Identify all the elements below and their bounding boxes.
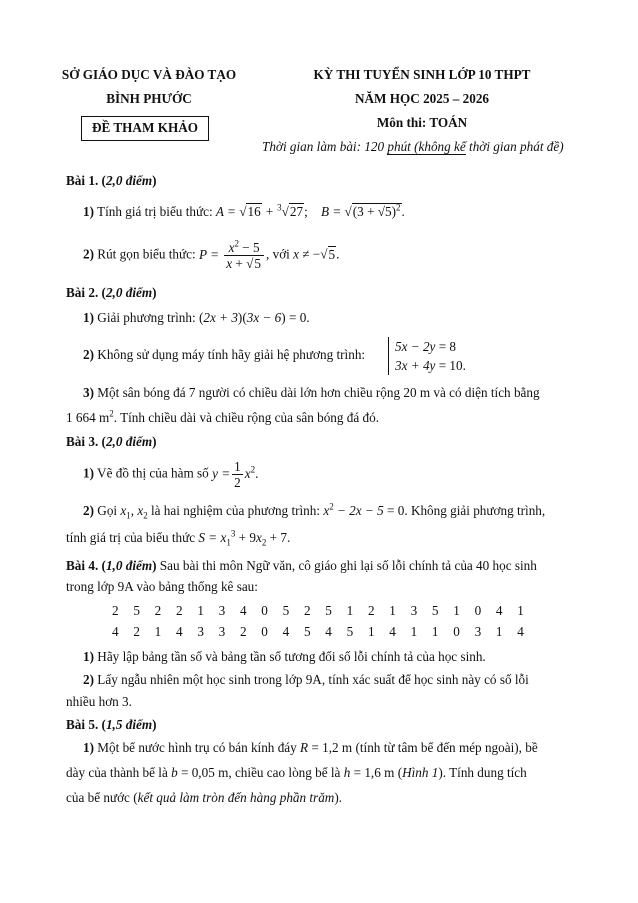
data-cell: 1 (517, 603, 524, 618)
data-cell: 4 (282, 624, 290, 639)
equation-system: 5x − 2y = 8 3x + 4y = 10. (388, 337, 466, 375)
subject-line: Môn thi: TOÁN (376, 115, 468, 130)
data-cell: 2 (175, 603, 183, 618)
data-cell: 1 (367, 624, 375, 639)
data-cell: 0 (261, 624, 268, 639)
data-cell: 1 (346, 603, 354, 618)
time-suffix: thời gian phát đề) (465, 139, 564, 154)
data-cell: 3 (474, 624, 482, 639)
data-cell: 2 (367, 603, 375, 618)
expr-s: $S = x_1^3 + 9x_2 + 7$. (198, 528, 291, 548)
data-cell: 4 (389, 624, 396, 639)
bai2-q3-line1: 3) Một sân bóng đá 7 người có chiều dài lớn hơn chiều rộng 20 m và có diện tích bằng (83, 385, 540, 400)
data-cell: 1 (197, 603, 204, 618)
data-cell: 1 (154, 624, 162, 639)
data-cell: 2 (303, 603, 311, 618)
data-cell: 0 (453, 624, 460, 639)
bai1-q1: 1) Tính giá trị biểu thức: A = √16 + $^3$√27; $B = √(3 + √5)^2$. (83, 202, 405, 219)
data-cell: 5 (133, 603, 140, 618)
bai5-q1-line1: 1) Một bể nước hình trụ có bán kính đáy R = 1,2 m (tính từ tâm bể đến mép ngoài), bề (83, 740, 538, 755)
bai3-q1: 1) Vẽ đồ thị của hàm số y = $\frac{1}{2}$ $x^2$. (83, 459, 259, 491)
data-cell: 3 (410, 603, 418, 618)
time-prefix: Thời gian làm bài: 120 (262, 139, 388, 154)
data-cell: 4 (239, 603, 247, 618)
condition-x: x ≠ −√5. (293, 246, 340, 262)
data-cell: 4 (517, 624, 524, 639)
function-expr: y = $\frac{1}{2}$ $x^2$. (212, 459, 259, 491)
time-underlined: phút (không kể (387, 139, 466, 154)
bai2-q2: 2) Không sử dụng máy tính hãy giải hệ phương trình: (83, 347, 366, 362)
bai4-q1: 1) Hãy lập bảng tần số và bảng tần số tương đối số lỗi chính tả của học sinh. (83, 649, 486, 664)
data-cell: 5 (325, 603, 332, 618)
data-cell: 2 (239, 624, 247, 639)
bai4-intro-line1: Bài 4. (1,0 điểm) Sau bài thi môn Ngữ văn, cô giáo ghi lại số lỗi chính tả của 40 học sinh (66, 558, 537, 573)
data-cell: 5 (282, 603, 290, 618)
data-cell: 0 (261, 603, 268, 618)
data-cell: 4 (175, 624, 183, 639)
data-row-1 (112, 603, 524, 619)
bai3-title: Bài 3. (2,0 điểm) (66, 434, 157, 449)
data-cell: 5 (303, 624, 311, 639)
data-cell: 5 (346, 624, 354, 639)
bai4-intro-line2: trong lớp 9A vào bảng thống kê sau: (66, 579, 258, 594)
province-name: BÌNH PHƯỚC (106, 91, 192, 106)
radius-expr: R = 1,2 m (300, 740, 353, 755)
bai5-title: Bài 5. (1,5 điểm) (66, 717, 157, 732)
data-cell: 0 (474, 603, 482, 618)
expr-a: A = √16 + $^3$√27; $B = √(3 + √5)^2$. (215, 202, 405, 219)
data-cell: 2 (133, 624, 140, 639)
data-cell: 3 (218, 624, 226, 639)
data-cell: 4 (495, 603, 503, 618)
data-row-2 (112, 624, 524, 640)
data-cell: 4 (325, 624, 332, 639)
exam-type-box: ĐỀ THAM KHẢO (81, 116, 209, 141)
bai2-q1: 1) Giải phương trình: (2x + 3)(3x − 6) = 0. (83, 310, 310, 325)
bai1-title: Bài 1. (2,0 điểm) (66, 173, 157, 188)
bai4-q2-line2: nhiều hơn 3. (66, 694, 132, 709)
data-cell: 1 (495, 624, 503, 639)
equation-1: (2x + 3)(3x − 6) = 0. (198, 310, 310, 325)
data-cell: 1 (410, 624, 418, 639)
exam-title: KỲ THI TUYỂN SINH LỚP 10 THPT (313, 67, 531, 82)
school-year: NĂM HỌC 2025 – 2026 (354, 91, 490, 106)
bai2-title: Bài 2. (2,0 điểm) (66, 285, 157, 300)
bai3-q2-line1: 2) Gọi $x_1$, $x_2$ là hai nghiệm của phương trình: $x^2 - 2x - 5 = 0$. Không giải phương trình, (83, 501, 546, 521)
data-cell: 4 (112, 624, 119, 639)
expr-p: P = $\frac{x^2 - 5}{x + √5}$ (199, 247, 266, 262)
bai2-q3-line2: 1 664 $m^2$. Tính chiều dài và chiều rộng của sân bóng đá đó. (66, 408, 379, 425)
height-expr: h = 1,6 m (343, 765, 395, 780)
bai5-q1-line2: dày của thành bể là b = 0,05 m, chiều cao lòng bể là h = 1,6 m (Hình 1). Tính dung tích (66, 765, 527, 780)
department-name: SỞ GIÁO DỤC VÀ ĐÀO TẠO (61, 67, 237, 82)
time-line (262, 139, 564, 155)
data-cell: 2 (112, 603, 119, 618)
bai5-q1-line3: của bể nước (kết quả làm tròn đến hàng phần trăm). (66, 790, 343, 805)
data-cell: 2 (154, 603, 162, 618)
thickness-expr: b = 0,05 m, (171, 765, 232, 780)
quadratic-eq: $x^2 - 2x - 5 = 0$ (323, 501, 405, 518)
data-cell: 3 (218, 603, 226, 618)
data-cell: 1 (431, 624, 439, 639)
bai3-q2-line2: tính giá trị của biểu thức $S = x_1^3 + 9x_2 + 7$. (66, 528, 291, 548)
data-cell: 3 (197, 624, 204, 639)
data-cell: 1 (389, 603, 396, 618)
data-cell: 1 (453, 603, 460, 618)
data-cell: 5 (431, 603, 439, 618)
bai4-q2-line1: 2) Lấy ngẫu nhiên một học sinh trong lớp 9A, tính xác suất để học sinh này có số lỗi (83, 672, 529, 687)
bai1-q2: 2) Rút gọn biểu thức: P = $\frac{x^2 - 5}{x + √5}$ , với x ≠ −√5. (83, 238, 340, 272)
